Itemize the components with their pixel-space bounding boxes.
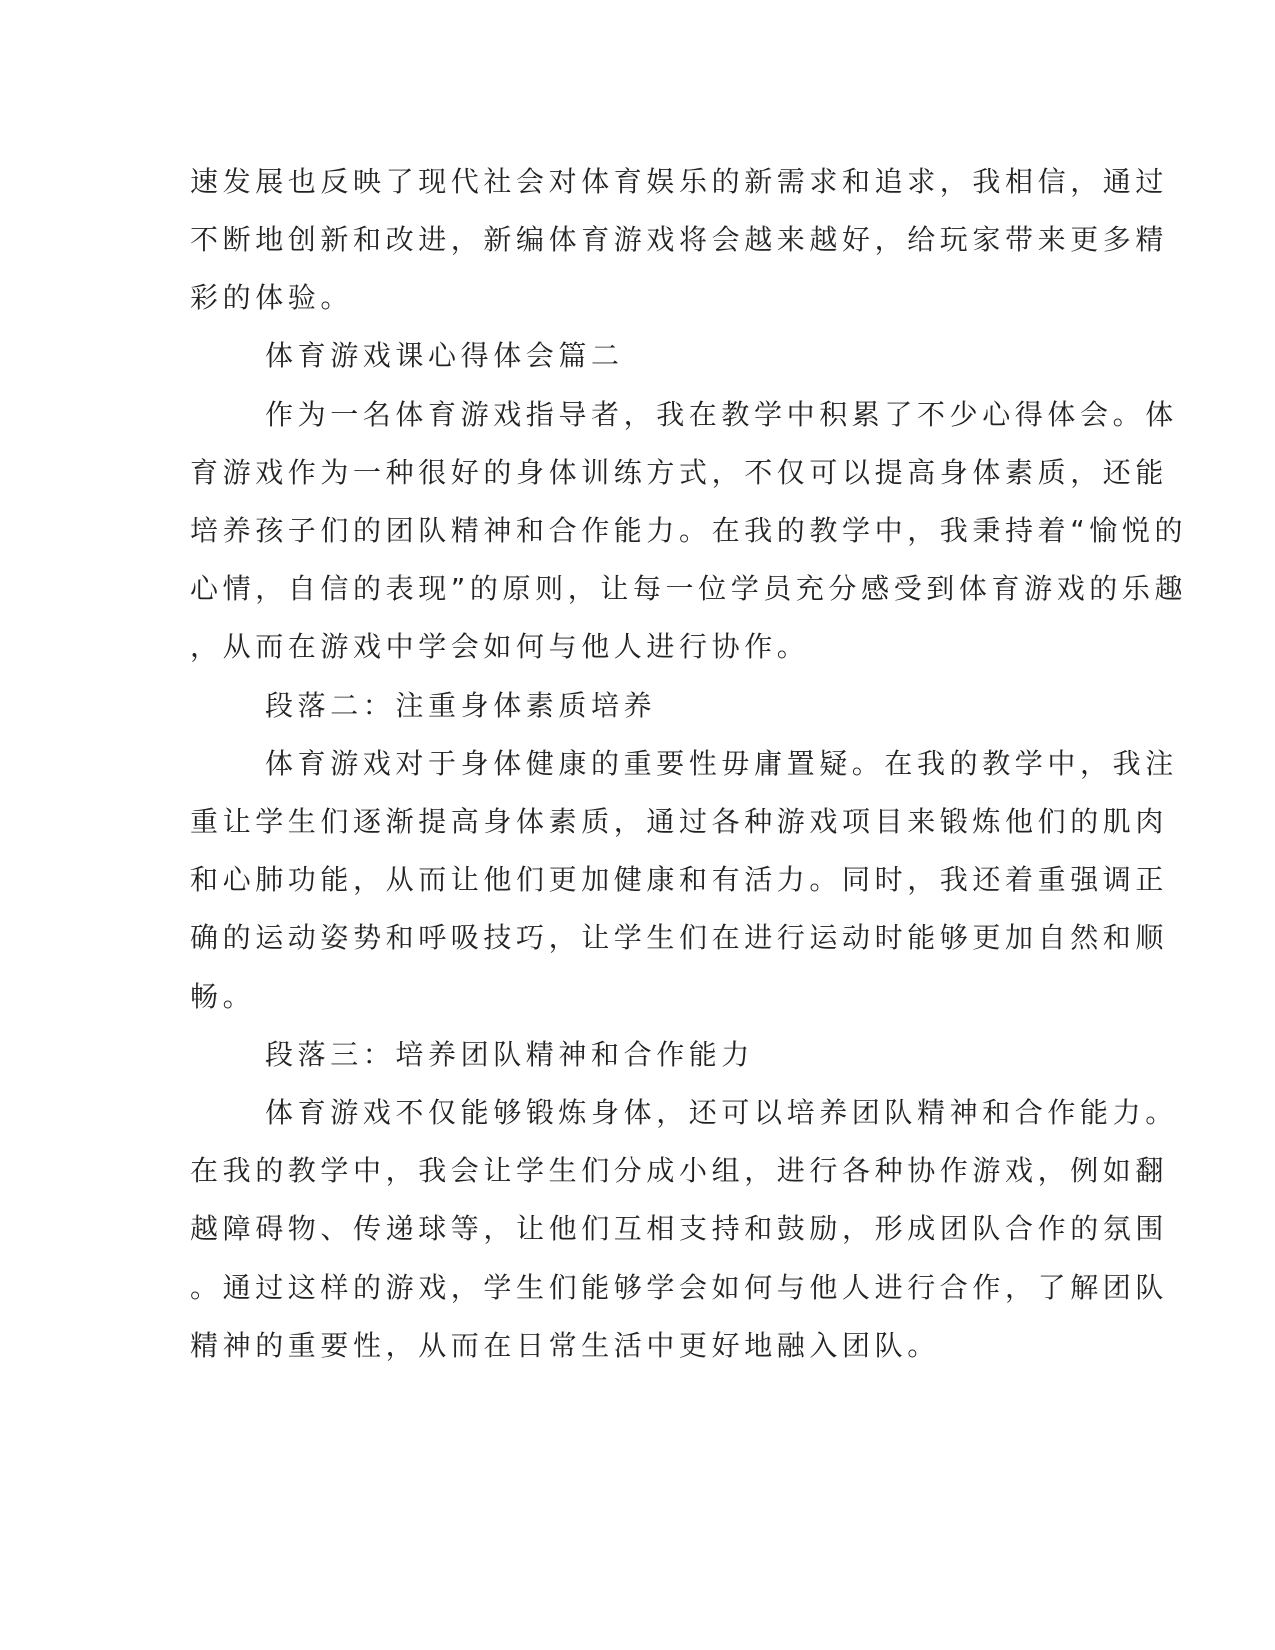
paragraph-line: 在我的教学中，我会让学生们分成小组，进行各种协作游戏，例如翻 (190, 1154, 1169, 1187)
paragraph-line: 确的运动姿势和呼吸技巧，让学生们在进行运动时能够更加自然和顺 (190, 921, 1169, 954)
paragraph-line: 彩的体验。 (190, 281, 354, 314)
paragraph-line: 育游戏作为一种很好的身体训练方式，不仅可以提高身体素质，还能 (190, 456, 1169, 489)
paragraph-line: 和心肺功能，从而让他们更加健康和有活力。同时，我还着重强调正 (190, 863, 1169, 896)
paragraph-line: 。通过这样的游戏，学生们能够学会如何与他人进行合作，了解团队 (190, 1271, 1169, 1304)
paragraph-line: 作为一名体育游戏指导者，我在教学中积累了不少心得体会。体 (265, 398, 1178, 431)
paragraph-line: 体育游戏对于身体健康的重要性毋庸置疑。在我的教学中，我注 (265, 747, 1178, 780)
paragraph-line: 畅。 (190, 980, 256, 1013)
paragraph-line: 重让学生们逐渐提高身体素质，通过各种游戏项目来锻炼他们的肌肉 (190, 805, 1169, 838)
section-heading: 段落二：注重身体素质培养 (265, 689, 657, 722)
paragraph-line: ，从而在游戏中学会如何与他人进行协作。 (190, 630, 810, 663)
section-heading: 体育游戏课心得体会篇二 (265, 339, 624, 372)
paragraph-line: 速发展也反映了现代社会对体育娱乐的新需求和追求，我相信，通过 (190, 165, 1169, 198)
paragraph-line: 体育游戏不仅能够锻炼身体，还可以培养团队精神和合作能力。 (265, 1096, 1178, 1129)
paragraph-line: 心情，自信的表现”的原则，让每一位学员充分感受到体育游戏的乐趣 (190, 572, 1188, 605)
paragraph-line: 培养孩子们的团队精神和合作能力。在我的教学中，我秉持着“愉悦的 (190, 514, 1188, 547)
paragraph-line: 精神的重要性，从而在日常生活中更好地融入团队。 (190, 1329, 940, 1362)
paragraph-line: 不断地创新和改进，新编体育游戏将会越来越好，给玩家带来更多精 (190, 223, 1169, 256)
paragraph-line: 越障碍物、传递球等，让他们互相支持和鼓励，形成团队合作的氛围 (190, 1212, 1169, 1245)
section-heading: 段落三：培养团队精神和合作能力 (265, 1038, 755, 1071)
